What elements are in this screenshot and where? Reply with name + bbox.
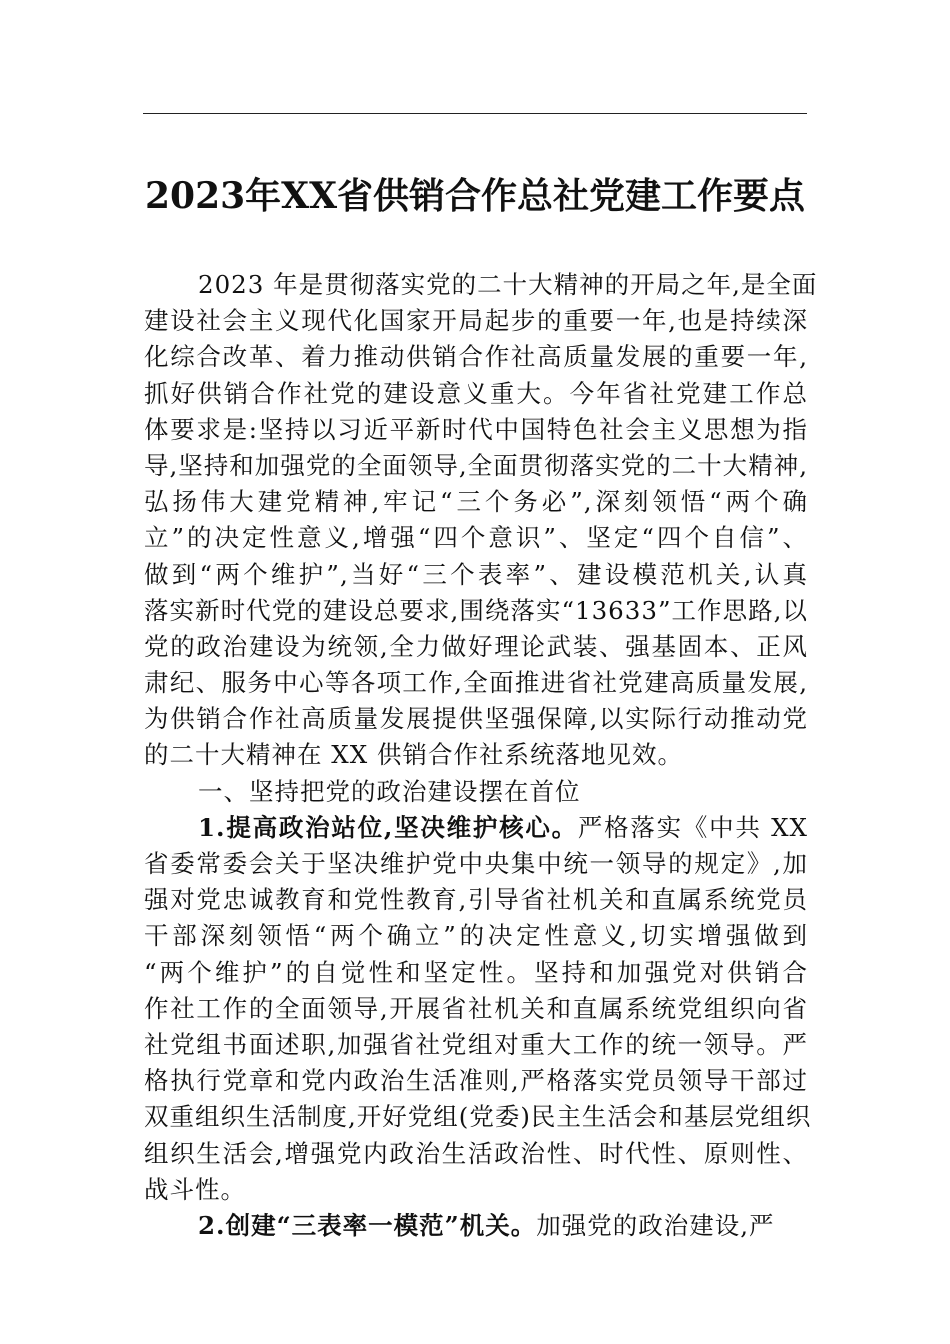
paragraph-line: 2023 年是贯彻落实党的二十大精神的开局之年,是全面 bbox=[198, 270, 818, 299]
item-2-first-line bbox=[144, 1208, 808, 1244]
paragraph-line: 党的政治建设为统领,全力做好理论武装、强基固本、正风 bbox=[144, 631, 808, 661]
section-heading: 一、坚持把党的政治建设摆在首位 bbox=[198, 776, 581, 806]
header-rule bbox=[143, 113, 807, 114]
paragraph-line: 双重组织生活制度,开好党组(党委)民主生活会和基层党组织 bbox=[144, 1102, 812, 1132]
document-title: 2023年XX省供销合作总社党建工作要点 bbox=[144, 175, 806, 217]
paragraph-line: 格执行党章和党内政治生活准则,严格落实党员领导干部过 bbox=[144, 1066, 808, 1096]
paragraph-line: 落实新时代党的建设总要求,围绕落实“13633”工作思路,以 bbox=[144, 595, 808, 625]
paragraph-line: 建设社会主义现代化国家开局起步的重要一年,也是持续深 bbox=[144, 306, 808, 336]
item-1-first-line bbox=[144, 810, 808, 846]
paragraph-line: 为供销合作社高质量发展提供坚强保障,以实际行动推动党 bbox=[144, 704, 808, 734]
paragraph-line: “两个维护”的自觉性和坚定性。坚持和加强党对供销合 bbox=[144, 957, 808, 987]
paragraph-line: 强对党忠诚教育和党性教育,引导省社机关和直属系统党员 bbox=[144, 885, 808, 915]
paragraph-line: 肃纪、服务中心等各项工作,全面推进省社党建高质量发展, bbox=[144, 668, 808, 698]
paragraph-line: 抓好供销合作社党的建设意义重大。今年省社党建工作总 bbox=[144, 378, 808, 408]
paragraph-line: 的二十大精神在 XX 供销合作社系统落地见效。 bbox=[144, 740, 683, 770]
paragraph-line: 弘扬伟大建党精神,牢记“三个务必”,深刻领悟“两个确 bbox=[144, 487, 808, 517]
item-1-lead: 1.提高政治站位,坚决维护核心。 bbox=[198, 812, 578, 842]
paragraph-line: 社党组书面述职,加强省社党组对重大工作的统一领导。严 bbox=[144, 1029, 808, 1059]
document-body bbox=[144, 267, 818, 1244]
paragraph-line: 立”的决定性意义,增强“四个意识”、坚定“四个自信”、 bbox=[144, 523, 808, 553]
paragraph-line: 省委常委会关于坚决维护党中央集中统一领导的规定》,加 bbox=[144, 849, 808, 878]
paragraph-line: 化综合改革、着力推动供销合作社高质量发展的重要一年, bbox=[144, 342, 808, 372]
item-1-text: 严格落实《中共 XX bbox=[577, 812, 809, 842]
paragraph-line: 导,坚持和加强党的全面领导,全面贯彻落实党的二十大精神, bbox=[144, 450, 808, 480]
paragraph-line: 战斗性。 bbox=[144, 1174, 246, 1204]
paragraph-line: 做到“两个维护”,当好“三个表率”、建设模范机关,认真 bbox=[144, 559, 808, 589]
paragraph-line: 体要求是:坚持以习近平新时代中国特色社会主义思想为指 bbox=[144, 414, 808, 444]
item-2-text: 加强党的政治建设,严 bbox=[536, 1210, 775, 1240]
item-2-lead: 2.创建“三表率一模范”机关。 bbox=[198, 1210, 537, 1240]
paragraph-line: 干部深刻领悟“两个确立”的决定性意义,切实增强做到 bbox=[144, 921, 808, 951]
paragraph-line: 组织生活会,增强党内政治生活政治性、时代性、原则性、 bbox=[144, 1138, 808, 1168]
paragraph-line: 作社工作的全面领导,开展省社机关和直属系统党组织向省 bbox=[144, 993, 808, 1023]
